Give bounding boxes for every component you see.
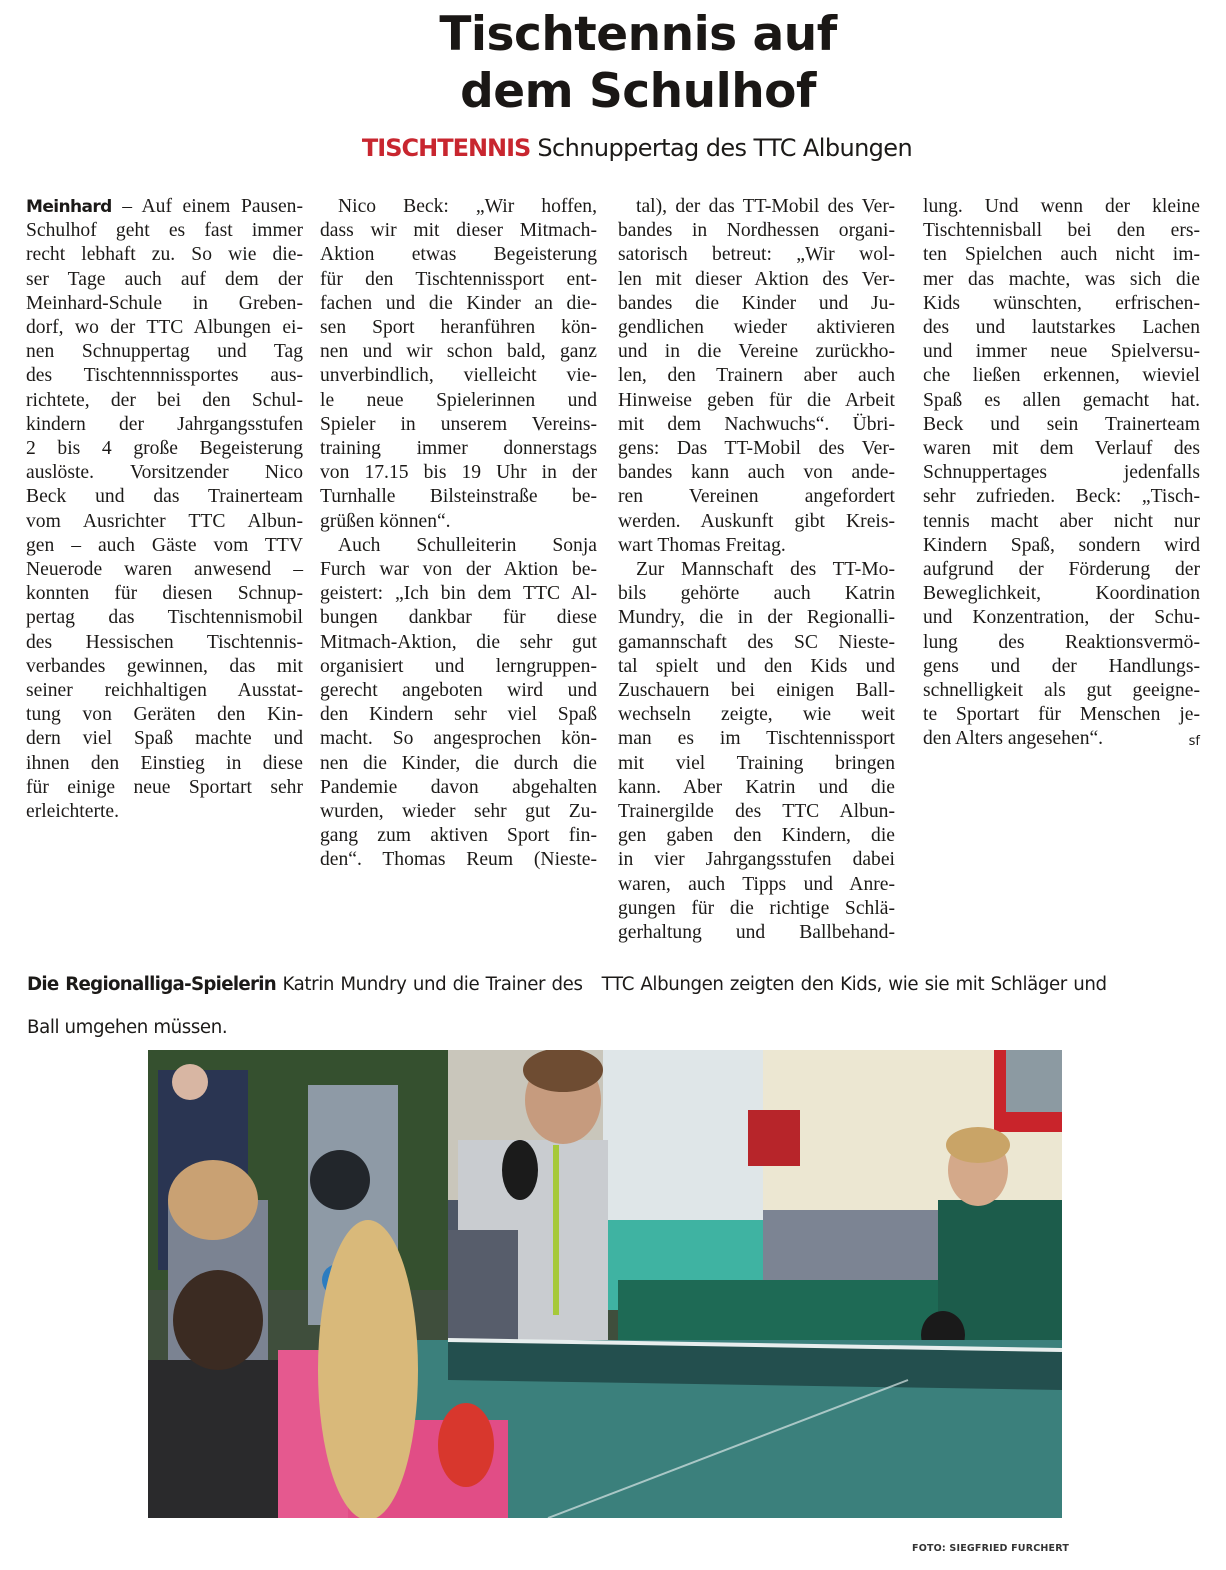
text-line: geistert: „Ich bin dem TTC Al- bbox=[320, 583, 597, 605]
author-initials: sf bbox=[1188, 734, 1200, 750]
photo-illustration bbox=[148, 1050, 1062, 1518]
paragraph bbox=[618, 558, 895, 945]
article-photo bbox=[148, 1050, 1062, 1518]
text-line: gerhaltung und Ballbehand- bbox=[618, 922, 895, 944]
paragraph bbox=[320, 195, 597, 534]
text-line: bandes in Nordhessen organi- bbox=[618, 220, 895, 242]
text-line: Spieler in unserem Vereins- bbox=[320, 413, 597, 435]
text-line: dern viel Spaß machte und bbox=[26, 728, 303, 750]
text-line: gerecht angeboten wird und bbox=[320, 680, 597, 702]
subheadline-text: Schnuppertag des TTC Albungen bbox=[537, 134, 913, 162]
article-column-1 bbox=[26, 195, 303, 824]
text-line: Schnuppertages jedenfalls bbox=[923, 462, 1200, 484]
kicker-label: TISCHTENNIS bbox=[361, 134, 531, 162]
text-line: nen und wir schon bald, ganz bbox=[320, 341, 597, 363]
text-line: kindern der Jahrgangsstufen bbox=[26, 413, 303, 435]
text-line: len, den Trainern aber auch bbox=[618, 365, 895, 387]
text-line: dass wir mit dieser Mitmach- bbox=[320, 220, 597, 242]
text-line: mit viel Training bringen bbox=[618, 752, 895, 774]
text-line: des Tischtennnissportes aus- bbox=[26, 365, 303, 387]
text-line: Beweglichkeit, Koordination bbox=[923, 583, 1200, 605]
text-line: in vier Jahrgangsstufen dabei bbox=[618, 849, 895, 871]
text-line: gendlichen wieder aktivieren bbox=[618, 317, 895, 339]
text-line: verbandes gewinnen, das mit bbox=[26, 655, 303, 677]
text-line: len mit dieser Aktion des Ver- bbox=[618, 268, 895, 290]
subheadline bbox=[0, 131, 1226, 165]
text-line: unverbindlich, vielleicht vie- bbox=[320, 365, 597, 387]
text-line: Beck und sein Trainerteam bbox=[923, 413, 1200, 435]
text-line: gungen für die richtige Schlä- bbox=[618, 897, 895, 919]
text-line: fachen und die Kinder an die- bbox=[320, 292, 597, 314]
dateline: Meinhard bbox=[26, 197, 112, 217]
text-line: kann. Aber Katrin und die bbox=[618, 776, 895, 798]
text-line: tal spielt und den Kids und bbox=[618, 655, 895, 677]
text-line: nen Schnuppertag und Tag bbox=[26, 341, 303, 363]
text-line: erleichterte. bbox=[26, 801, 120, 823]
text-line: Beck und das Trainerteam bbox=[26, 486, 303, 508]
text-line: Mundry, die in der Regionalli- bbox=[618, 607, 895, 629]
text-line: ihnen den Einstieg in diese bbox=[26, 752, 303, 774]
text-line: Meinhard-Schule in Greben- bbox=[26, 292, 303, 314]
text-line: dorf, wo der TTC Albungen ei- bbox=[26, 317, 303, 339]
article-column-4 bbox=[923, 195, 1200, 755]
text-line: Trainergilde des TTC Albun- bbox=[618, 801, 895, 823]
text-line: te Sportart für Menschen je- bbox=[923, 704, 1200, 726]
text-line: gens: Das TT-Mobil des Ver- bbox=[618, 438, 895, 460]
text-line: lung. Und wenn der kleine bbox=[923, 196, 1200, 217]
text-line: lung des Reaktionsvermö- bbox=[923, 631, 1200, 653]
text-line: den Alters angesehen“. bbox=[923, 728, 1104, 750]
text-line: waren, auch Tipps und Anre- bbox=[618, 873, 895, 895]
text-line: che ließen erkennen, wieviel bbox=[923, 365, 1200, 387]
text-line: organisiert und lerngruppen- bbox=[320, 655, 597, 677]
text-line: tal), der das TT-Mobil des Ver- bbox=[636, 196, 895, 217]
text-line: Pandemie davon abgehalten bbox=[320, 776, 597, 798]
text-line: mer das machte, was sich die bbox=[923, 268, 1200, 290]
text-line: und Konzentration, der Schu- bbox=[923, 607, 1200, 629]
text-line: für einige neue Sportart sehr bbox=[26, 776, 303, 798]
text-line: Tischtennisball bei den ers- bbox=[923, 220, 1200, 242]
text-line: tennis macht aber nicht nur bbox=[923, 510, 1200, 532]
text-line: gang zum aktiven Sport fin- bbox=[320, 825, 597, 847]
red-paddle bbox=[438, 1403, 494, 1487]
photo-credit: FOTO: SIEGFRIED FURCHERT bbox=[912, 1543, 1070, 1554]
headline bbox=[0, 6, 1226, 120]
text-line: und in die Vereine zurückho- bbox=[618, 341, 895, 363]
text-line: Neuerode waren anwesend – bbox=[26, 559, 303, 581]
black-paddle bbox=[502, 1140, 538, 1200]
text-line: des und lautstarkes Lachen bbox=[923, 317, 1200, 339]
text-line: Zuschauern bei einigen Ball- bbox=[618, 680, 895, 702]
text-line: richtete, der bei den Schul- bbox=[26, 389, 303, 411]
headline-line-2: dem Schulhof bbox=[460, 64, 816, 119]
headline-line-1: Tischtennis auf bbox=[439, 7, 837, 62]
text-line: sehr zufrieden. Beck: „Tisch- bbox=[923, 486, 1200, 508]
text-line: 2 bis 4 große Begeisterung bbox=[26, 438, 303, 460]
text-line: recht lebhaft zu. So wie die- bbox=[26, 244, 303, 266]
text-line: training immer donnerstags bbox=[320, 438, 597, 460]
caption-text-line-1: Katrin Mundry und die Trainer des TTC Albungen zeigten den Kids, wie sie mit Schläger und bbox=[276, 974, 1107, 995]
text-line: ren Vereinen angefordert bbox=[618, 486, 895, 508]
text-line: man es im Tischtennissport bbox=[618, 728, 895, 750]
paragraph bbox=[618, 195, 895, 558]
text-line: für den Tischtennissport ent- bbox=[320, 268, 597, 290]
text-line: gamannschaft des SC Nieste- bbox=[618, 631, 895, 653]
text-line: bils gehörte auch Katrin bbox=[618, 583, 895, 605]
text-line: Furch war von der Aktion be- bbox=[320, 559, 597, 581]
text-line: vom Ausrichter TTC Albun- bbox=[26, 510, 303, 532]
text-line: von 17.15 bis 19 Uhr in der bbox=[320, 462, 597, 484]
text-line: den“. Thomas Reum (Nieste- bbox=[320, 849, 597, 871]
red-sign bbox=[748, 1110, 800, 1166]
photo-caption bbox=[27, 963, 1207, 1049]
text-line: mit dem Nachwuchs“. Übri- bbox=[618, 413, 895, 435]
text-line: den Kindern sehr viel Spaß bbox=[320, 704, 597, 726]
text-line: waren mit dem Verlauf des bbox=[923, 438, 1200, 460]
caption-lead: Die Regionalliga-Spielerin bbox=[27, 974, 277, 995]
text-line: werden. Auskunft gibt Kreis- bbox=[618, 510, 895, 532]
text-line: Turnhalle Bilsteinstraße be- bbox=[320, 486, 597, 508]
text-line: bandes die Kinder und Ju- bbox=[618, 292, 895, 314]
text-line: aufgrund der Förderung der bbox=[923, 559, 1200, 581]
text-line: Nico Beck: „Wir hoffen, bbox=[338, 196, 597, 217]
text-line: nen die Kinder, die durch die bbox=[320, 752, 597, 774]
text-line: gen gaben den Kindern, die bbox=[618, 825, 895, 847]
text-line: konnten für diesen Schnup- bbox=[26, 583, 303, 605]
text-line: auslöste. Vorsitzender Nico bbox=[26, 462, 303, 484]
text-line: schnelligkeit als gut geeigne- bbox=[923, 680, 1200, 702]
text-line: wechseln zeigte, wie weit bbox=[618, 704, 895, 726]
paragraph bbox=[320, 534, 597, 873]
caption-text-line-2: Ball umgehen müssen. bbox=[27, 1017, 228, 1038]
text-line: und immer neue Spielversu- bbox=[923, 341, 1200, 363]
text-line: Schulhof geht es fast immer bbox=[26, 220, 303, 242]
text-line: Hinweise geben für die Arbeit bbox=[618, 389, 895, 411]
text-line: wurden, wieder sehr gut Zu- bbox=[320, 801, 597, 823]
text-line: bandes kann auch von ande- bbox=[618, 462, 895, 484]
text-fragment: – Auf einem Pausen- bbox=[111, 196, 303, 217]
text-line: sen Sport heranführen kön- bbox=[320, 317, 597, 339]
text-line: Mitmach-Aktion, die sehr gut bbox=[320, 631, 597, 653]
text-line: seiner reichhaltigen Ausstat- bbox=[26, 680, 303, 702]
text-line: ser Tage auch auf dem der bbox=[26, 268, 303, 290]
text-line: le neue Spielerinnen und bbox=[320, 389, 597, 411]
text-line: gens und der Handlungs- bbox=[923, 655, 1200, 677]
article-column-2 bbox=[320, 195, 597, 873]
text-line: satorisch betreut: „Wir wol- bbox=[618, 244, 895, 266]
text-line: pertag das Tischtennismobil bbox=[26, 607, 303, 629]
text-line: gen – auch Gäste vom TTV bbox=[26, 534, 303, 556]
text-line: Kids wünschten, erfrischen- bbox=[923, 292, 1200, 314]
text-line: wart Thomas Freitag. bbox=[618, 534, 786, 556]
article-column-3 bbox=[618, 195, 895, 945]
text-line: bungen dankbar für diese bbox=[320, 607, 597, 629]
text-line: Zur Mannschaft des TT-Mo- bbox=[636, 559, 895, 581]
text-line: tung von Geräten den Kin- bbox=[26, 704, 303, 726]
text-line: Auch Schulleiterin Sonja bbox=[338, 534, 597, 556]
text-line: grüßen können“. bbox=[320, 510, 451, 532]
text-line: des Hessischen Tischtennis- bbox=[26, 631, 303, 653]
text-line: Spaß es allen gemacht hat. bbox=[923, 389, 1200, 411]
text-line bbox=[26, 195, 303, 219]
text-line: macht. So angesprochen kön- bbox=[320, 728, 597, 750]
text-line: Kindern Spaß, sondern wird bbox=[923, 534, 1200, 556]
text-line: ten Spielchen auch nicht im- bbox=[923, 244, 1200, 266]
text-line: Aktion etwas Begeisterung bbox=[320, 244, 597, 266]
